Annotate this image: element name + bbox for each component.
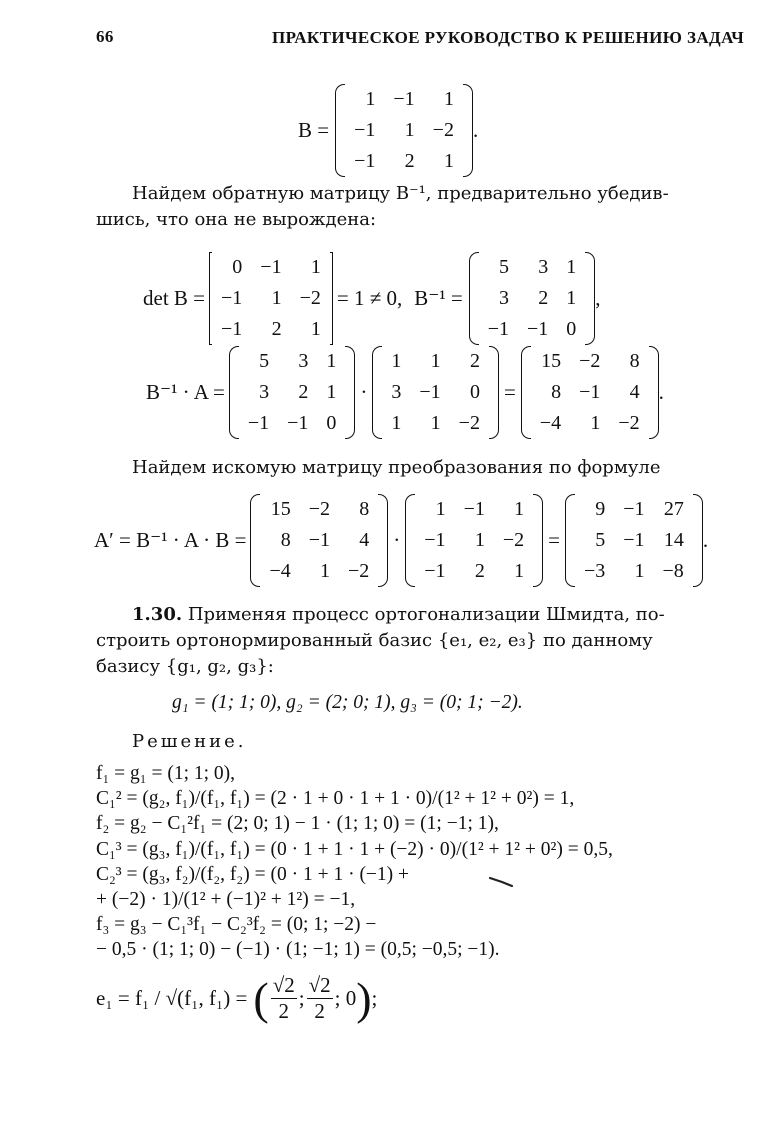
cell: 3 [391,381,402,403]
cell: −4 [269,560,291,582]
cell: 9 [595,498,606,520]
cell: 1 [320,560,330,582]
cell: 1 [590,412,601,434]
denominator: 2 [314,999,325,1023]
solution-line: C₁² = (g₂, f₁)/(f₁, f₁) = (2 · 1 + 0 · 1 + 1 · 0)/(1² + 1² + 0²) = 1, [96,788,575,809]
e1-lhs: e₁ = f₁ / √(f₁, f₁) = [96,986,248,1010]
cell: 15 [541,350,562,372]
cell: 0 [469,381,480,403]
basis-line: g₁ = (1; 1; 0), g₂ = (2; 0; 1), g₃ = (0; 1; −2). [172,692,523,713]
product-1-label: B⁻¹ · A = [146,380,225,404]
right-paren: ) [356,972,372,1024]
running-title: ПРАКТИЧЕСКОЕ РУКОВОДСТВО К РЕШЕНИЮ ЗАДАЧ [272,28,745,47]
cell: −1 [623,529,645,551]
cell: −1 [419,381,441,403]
cell: 5 [595,529,606,551]
problem-number: 1.30. [132,604,183,625]
det-label: det B = [143,286,206,310]
cell: −1 [579,381,601,403]
inverse-matrix [469,252,596,345]
cell: 2 [404,150,415,172]
cell: −1 [221,287,243,309]
cell: 2 [469,350,480,372]
matrix-b-grid [345,84,463,177]
cell: −2 [308,498,330,520]
cell: −1 [393,88,415,110]
product-1-equation [146,346,664,439]
cell: 1 [404,119,415,141]
cell: 1 [566,287,577,309]
product-1-end: . [658,380,664,404]
det-result: = 1 ≠ 0, [336,286,403,310]
matrix-b [335,84,473,177]
cell: 5 [499,256,509,278]
cell: −1 [247,412,270,434]
page-number: 66 [96,27,114,46]
fraction [307,973,333,1024]
cell: 1 [443,88,454,110]
e1-end: ; [371,986,378,1010]
solution-line: − 0,5 · (1; 1; 0) − (−1) · (1; −1; 1) = (0,5; −0,5; −1). [96,939,500,960]
cell: 2 [474,560,485,582]
cell: 2 [298,381,309,403]
cell: 0 [566,318,577,340]
cell: 1 [566,256,577,278]
cell: −1 [308,529,330,551]
cell: 8 [359,498,370,520]
last-component: ; 0 [334,986,357,1010]
cell: 1 [474,529,485,551]
pen-mark [488,874,516,890]
cell: 3 [499,287,509,309]
cell: 1 [310,256,321,278]
cell: −1 [260,256,282,278]
cell: 3 [298,350,309,372]
cell: 3 [259,381,270,403]
equals-operator: = [503,380,516,404]
separator: ; [298,986,305,1010]
problem-line-1 [132,603,665,626]
cell: 1 [443,150,454,172]
product-2-label: A′ = B⁻¹ · A · B = [94,528,247,552]
cell: −2 [458,412,480,434]
problem-line-2: строить ортонормированный базис {e₁, e₂, e₃} по данному [96,630,653,651]
cell: 3 [538,256,549,278]
cell: −1 [221,318,243,340]
cell: 27 [663,498,684,520]
cell: 1 [365,88,376,110]
cell: −4 [539,412,562,434]
cell: −1 [424,560,446,582]
cell: −1 [527,318,549,340]
solution-label: Решение. [132,731,247,752]
cell: −1 [354,119,376,141]
cell: −2 [348,560,370,582]
solution-line: C₂³ = (g₃, f₂)/(f₂, f₂) = (0 · 1 + 1 · (−1) + [96,864,410,885]
cell: 5 [259,350,270,372]
numerator: √2 [308,973,331,997]
e1-equation [96,973,377,1024]
cell: −1 [424,529,446,551]
matrix-b-end: . [472,118,479,142]
cell: −2 [579,350,601,372]
product-1-matrix-1 [229,346,356,439]
problem-line-3: базису {g₁, g₂, g₃}: [96,656,274,677]
equals-operator: = [548,528,560,552]
cell: 4 [359,529,370,551]
cell: −3 [583,560,606,582]
cell: −1 [623,498,645,520]
cell: −2 [299,287,321,309]
dot-operator: · [360,380,368,404]
det-matrix [209,252,333,345]
product-1-matrix-2 [372,346,499,439]
cell: 1 [430,412,441,434]
cell: 1 [514,498,525,520]
dot-operator: · [393,528,401,552]
cell: 4 [629,381,640,403]
cell: 15 [270,498,291,520]
cell: 1 [391,350,402,372]
solution-line: f₁ = g₁ = (1; 1; 0), [96,763,236,784]
solution-line: C₁³ = (g₃, f₁)/(f₁, f₁) = (0 · 1 + 1 · 1 + (−2) · 0)/(1² + 1² + 0²) = 0,5, [96,839,613,860]
cell: 2 [538,287,549,309]
cell: −1 [354,150,376,172]
product-2-matrix-3 [565,494,703,587]
cell: 1 [634,560,645,582]
solution-line: + (−2) · 1)/(1² + (−1)² + 1²) = −1, [96,889,356,910]
cell: 0 [232,256,243,278]
cell: 1 [435,498,446,520]
product-2-equation [94,494,708,587]
product-1-matrix-3 [521,346,659,439]
cell: 1 [310,318,321,340]
matrix-b-label: B = [298,118,330,142]
solution-line: f₃ = g₃ − C₁³f₁ − C₂³f₂ = (0; 1; −2) − [96,914,377,935]
cell: −8 [662,560,684,582]
product-2-end: . [702,528,709,552]
solution-line: f₂ = g₂ − C₁²f₁ = (2; 0; 1) − 1 · (1; 1; 0) = (1; −1; 1), [96,813,499,834]
text-inverse-line-2: шись, что она не вырождена: [96,209,377,230]
cell: 0 [326,412,337,434]
product-2-matrix-2 [405,494,543,587]
cell: −1 [287,412,309,434]
inverse-label: B⁻¹ = [414,286,463,310]
problem-text-1: Применяя процесс ортогонализации Шмидта, по- [187,604,665,625]
cell: 8 [280,529,291,551]
left-paren: ( [253,972,269,1024]
cell: 1 [430,350,441,372]
numerator: √2 [272,973,295,997]
text-find: Найдем искомую матрицу преобразования по формуле [132,457,661,478]
inverse-end: , [595,286,601,310]
e1-vector [253,973,371,1024]
det-equation [143,252,601,345]
fraction [271,973,297,1024]
product-2-matrix-1 [250,494,388,587]
cell: −1 [487,318,509,340]
cell: −2 [618,412,640,434]
cell: 14 [663,529,684,551]
cell: 8 [551,381,562,403]
cell: −1 [463,498,485,520]
matrix-b-equation [298,84,478,177]
cell: 1 [514,560,525,582]
cell: 1 [391,412,402,434]
cell: 1 [271,287,282,309]
denominator: 2 [278,999,289,1023]
cell: 8 [629,350,640,372]
cell: −2 [502,529,525,551]
cell: 1 [326,350,337,372]
cell: 2 [271,318,282,340]
cell: −2 [432,119,454,141]
text-inverse-line-1: Найдем обратную матрицу B⁻¹, предварительно убедив- [132,183,669,204]
cell: 1 [326,381,337,403]
